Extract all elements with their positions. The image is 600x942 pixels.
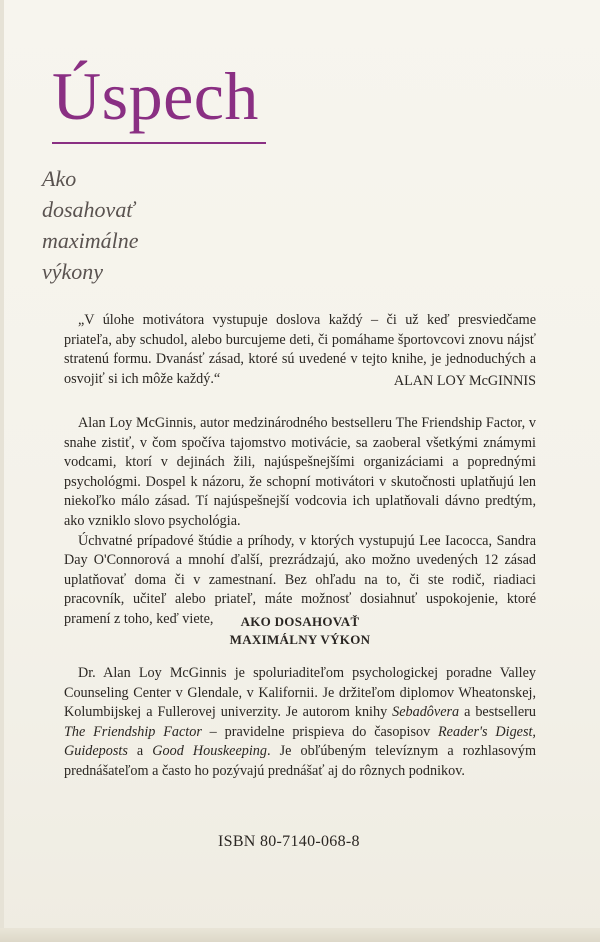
- description-paragraph: Alan Loy McGinnis, autor medzinárodného bestselleru The Friendship Factor, v snahe zistiť, v čom spočíva tajomstvo motivácie, sa zaoberal všetkými známymi vodcami, ktorí v dejinách žili, najúspešnejšími organizáciami a poprednými psychológmi. Dospel k názoru, že schopní motivátori v skutočnosti uplatňujú len niekoľko málo zásad. Tí najúspešnejší vodcovia ich uplatňovali dávno predtým, ako vzniklo slovo psychológia.: [64, 415, 536, 529]
- bio-text: a bestselleru: [459, 704, 536, 721]
- book-title: Úspech: [52, 58, 259, 134]
- bio-text: a: [127, 743, 153, 760]
- heading-line: AKO DOSAHOVAŤ: [240, 614, 360, 629]
- bio-magazine-title: Good Houskeeping: [152, 743, 267, 760]
- book-subtitle: [42, 163, 139, 287]
- author-bio: [64, 664, 536, 782]
- section-heading: [64, 613, 536, 649]
- description-paragraph: Úchvatné prípadové štúdie a príhody, v ktorých vystupujú Lee Iacocca, Sandra Day O'Connorová a mnohí ďalší, prezrádzajú, ako možno uvedených 12 zásad uplatňovať doma či v zamestnaní. Bez ohľadu na to, či ste rodič, riadiaci pracovník, učiteľ alebo priateľ, máte možnosť dosiahnuť uspokojenie, ktoré pramení z toho, keď viete,: [64, 532, 536, 627]
- quote-author: ALAN LOY McGINNIS: [393, 373, 536, 389]
- heading-line: MAXIMÁLNY VÝKON: [229, 632, 371, 647]
- description: [64, 414, 536, 630]
- subtitle-line: Ako: [42, 166, 77, 191]
- page-bottom-edge: [0, 928, 600, 942]
- page-edge: [0, 0, 4, 942]
- bio-text: Dr. Alan Loy McGinnis je spoluriaditeľom psychologickej poradne Valley Counseling Center v Glendale, v Kalifornii. Je držiteľom diplomov Wheatonskej, Kolumbijskej a Fullerovej univerzity. Je autorom knihy: [64, 665, 536, 721]
- bio-magazine-title: Reader's Digest, Guideposts: [64, 723, 536, 760]
- title-underline: [52, 142, 266, 144]
- quote-text: „V úlohe motivátora vystupuje doslova každý – či už keď presviedčame priateľa, aby schudol, alebo burcujeme deti, či pomáhame športovcovi znovu nájsť stratenú formu. Dvanásť zásad, ktoré sú uvedené v tejto knihe, je jednoduchých a osvojiť si ich môže každý.“: [64, 312, 536, 387]
- bio-text: . Je obľúbeným televíznym a rozhlasovým prednášateľom a často ho pozývajú prednášať aj do rôznych podnikov.: [64, 743, 536, 779]
- bio-book-title: Sebadôvera: [392, 704, 460, 721]
- bio-text: – pravidelne prispieva do časopisov: [201, 723, 439, 740]
- subtitle-line: maximálne: [42, 228, 139, 253]
- isbn: ISBN 80-7140-068-8: [218, 833, 360, 850]
- subtitle-line: dosahovať: [42, 197, 135, 222]
- subtitle-line: výkony: [42, 259, 104, 284]
- bio-book-title: The Friendship Factor: [64, 723, 202, 740]
